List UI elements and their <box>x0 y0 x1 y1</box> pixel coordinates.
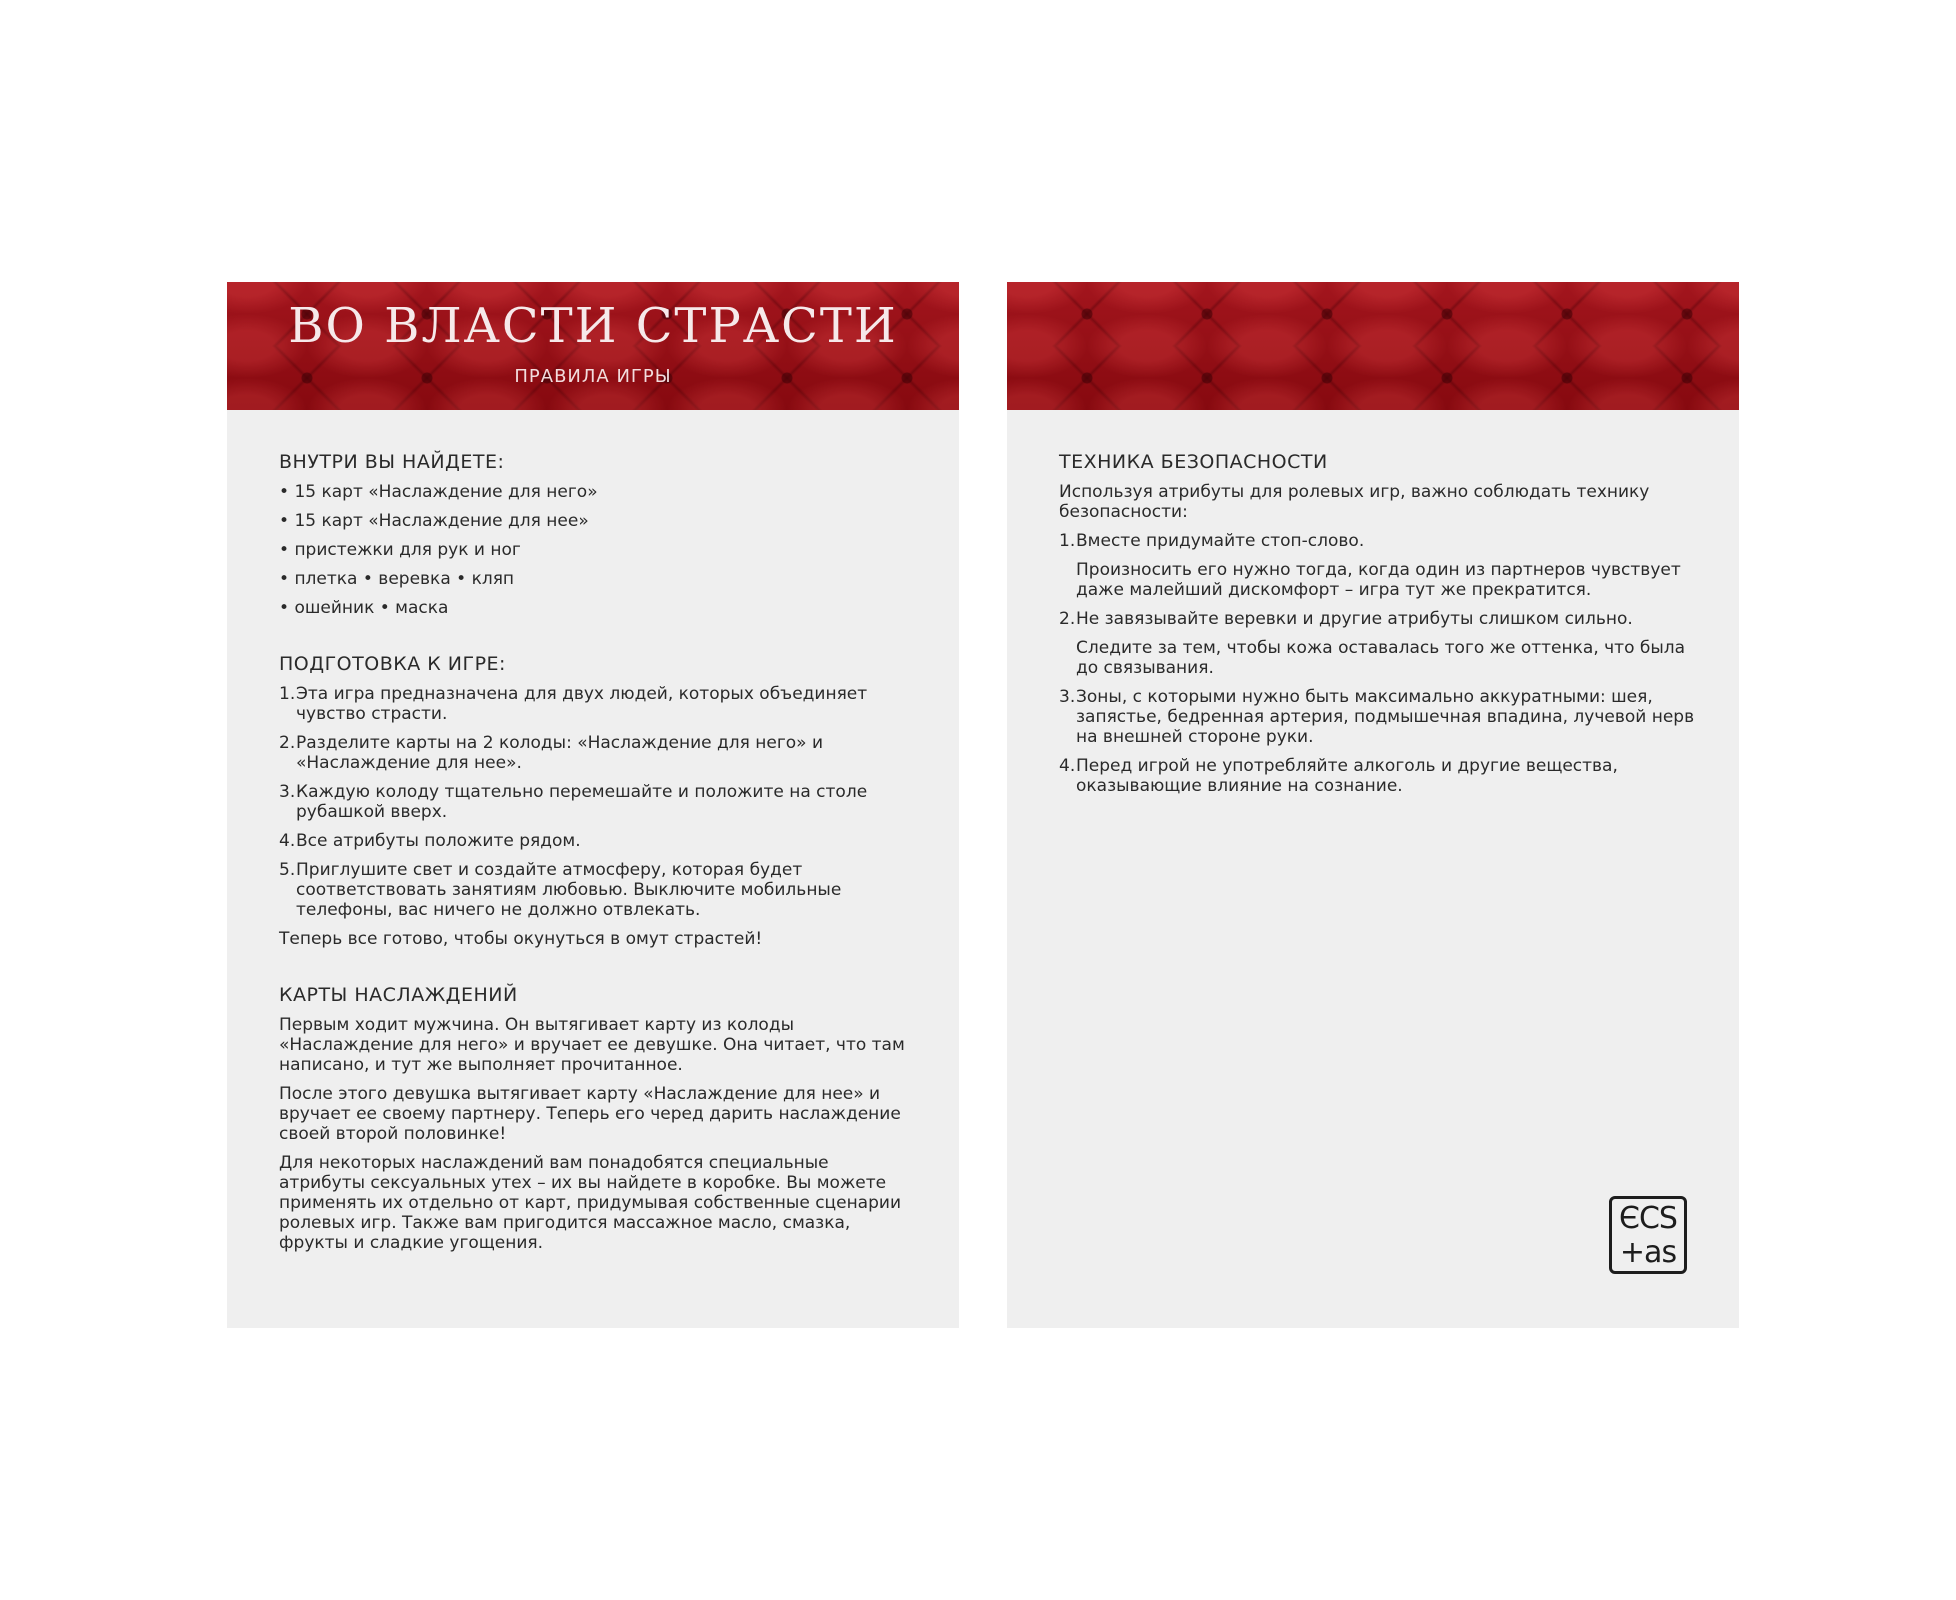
item-number: 2. <box>1059 609 1076 629</box>
list-item: • пристежки для рук и ног <box>279 540 919 560</box>
preparation-heading: ПОДГОТОВКА К ИГРЕ: <box>279 653 506 675</box>
list-item <box>1059 609 1699 629</box>
right-card-content <box>1059 452 1699 832</box>
item-text: Перед игрой не употребляйте алкоголь и другие вещества, оказывающие влияние на сознание. <box>1076 756 1618 796</box>
list-item: • ошейник • маска <box>279 598 919 618</box>
preparation-section <box>279 654 919 949</box>
list-item <box>279 860 919 920</box>
item-number: 1. <box>1059 531 1076 551</box>
cards-heading: КАРТЫ НАСЛАЖДЕНИЙ <box>279 984 518 1006</box>
item-text: Зоны, с которыми нужно быть максимально аккуратными: шея, запястье, бедренная артерия, подмышечная впадина, лучевой нерв на внешней стороне руки. <box>1076 687 1695 747</box>
game-title: ВО ВЛАСТИ СТРАСТИ <box>288 298 898 354</box>
paragraph: Первым ходит мужчина. Он вытягивает карту из колоды «Наслаждение для него» и вручает ее девушке. Она читает, что там написано, и тут же выполняет прочитанное. <box>279 1015 905 1075</box>
safety-list <box>1059 531 1699 796</box>
list-item <box>1059 687 1699 747</box>
left-card-content <box>279 452 919 1289</box>
inside-list <box>279 482 919 618</box>
cards-section <box>279 985 919 1253</box>
inside-heading: ВНУТРИ ВЫ НАЙДЕТЕ: <box>279 451 505 473</box>
list-item <box>279 733 919 773</box>
item-text: Все атрибуты положите рядом. <box>296 831 581 851</box>
item-number: 1. <box>279 684 296 704</box>
item-text: Приглушите свет и создайте атмосферу, которая будет соответствовать занятиям любовью. Выключите мобильные телефоны, вас ничего не должно отвлекать. <box>296 860 842 920</box>
item-text: Вместе придумайте стоп-слово. <box>1076 531 1365 551</box>
brand-logo <box>1609 1196 1687 1274</box>
header-banner <box>227 282 959 410</box>
logo-line-bottom: +as <box>1619 1235 1677 1270</box>
list-item: • 15 карт «Наслаждение для него» <box>279 482 919 502</box>
header-banner <box>1007 282 1739 410</box>
rules-card-right <box>1007 282 1739 1328</box>
paragraph: Для некоторых наслаждений вам понадобятся специальные атрибуты сексуальных утех – их вы найдете в коробке. Вы можете применять их отдельно от карт, придумывая собственные сценарии ролевых игр. Также вам пригодится массажное масло, смазка, фрукты и сладкие угощения. <box>279 1153 901 1253</box>
preparation-closing: Теперь все готово, чтобы окунуться в омут страстей! <box>279 929 763 949</box>
item-text: Эта игра предназначена для двух людей, которых объединяет чувство страсти. <box>296 684 868 724</box>
item-text: Разделите карты на 2 колоды: «Наслаждение для него» и «Наслаждение для нее». <box>296 733 823 773</box>
item-number: 2. <box>279 733 296 753</box>
list-item <box>1059 756 1699 796</box>
paragraph: После этого девушка вытягивает карту «Наслаждение для нее» и вручает ее своему партнеру. Теперь его черед дарить наслаждение своей второй половинке! <box>279 1084 901 1144</box>
game-subtitle: ПРАВИЛА ИГРЫ <box>514 366 672 387</box>
list-item: • плетка • веревка • кляп <box>279 569 919 589</box>
item-note: Следите за тем, чтобы кожа оставалась того же оттенка, что была до связывания. <box>1076 638 1686 678</box>
safety-section <box>1059 452 1699 796</box>
inside-section <box>279 452 919 618</box>
list-item <box>1059 531 1699 551</box>
list-item <box>279 684 919 724</box>
item-number: 4. <box>279 831 296 851</box>
item-text: Каждую колоду тщательно перемешайте и положите на столе рубашкой вверх. <box>296 782 868 822</box>
preparation-list <box>279 684 919 920</box>
item-text: Не завязывайте веревки и другие атрибуты слишком сильно. <box>1076 609 1633 629</box>
list-item <box>279 831 919 851</box>
item-number: 3. <box>279 782 296 802</box>
item-number: 4. <box>1059 756 1076 776</box>
logo-line-top: ЄCS <box>1619 1201 1677 1236</box>
list-item: • 15 карт «Наслаждение для нее» <box>279 511 919 531</box>
item-number: 3. <box>1059 687 1076 707</box>
list-item <box>279 782 919 822</box>
safety-intro: Используя атрибуты для ролевых игр, важно соблюдать технику безопасности: <box>1059 482 1650 522</box>
item-number: 5. <box>279 860 296 880</box>
item-note: Произносить его нужно тогда, когда один из партнеров чувствует даже малейший дискомфорт – игра тут же прекратится. <box>1076 560 1681 600</box>
rules-card-left <box>227 282 959 1328</box>
safety-heading: ТЕХНИКА БЕЗОПАСНОСТИ <box>1059 451 1328 473</box>
